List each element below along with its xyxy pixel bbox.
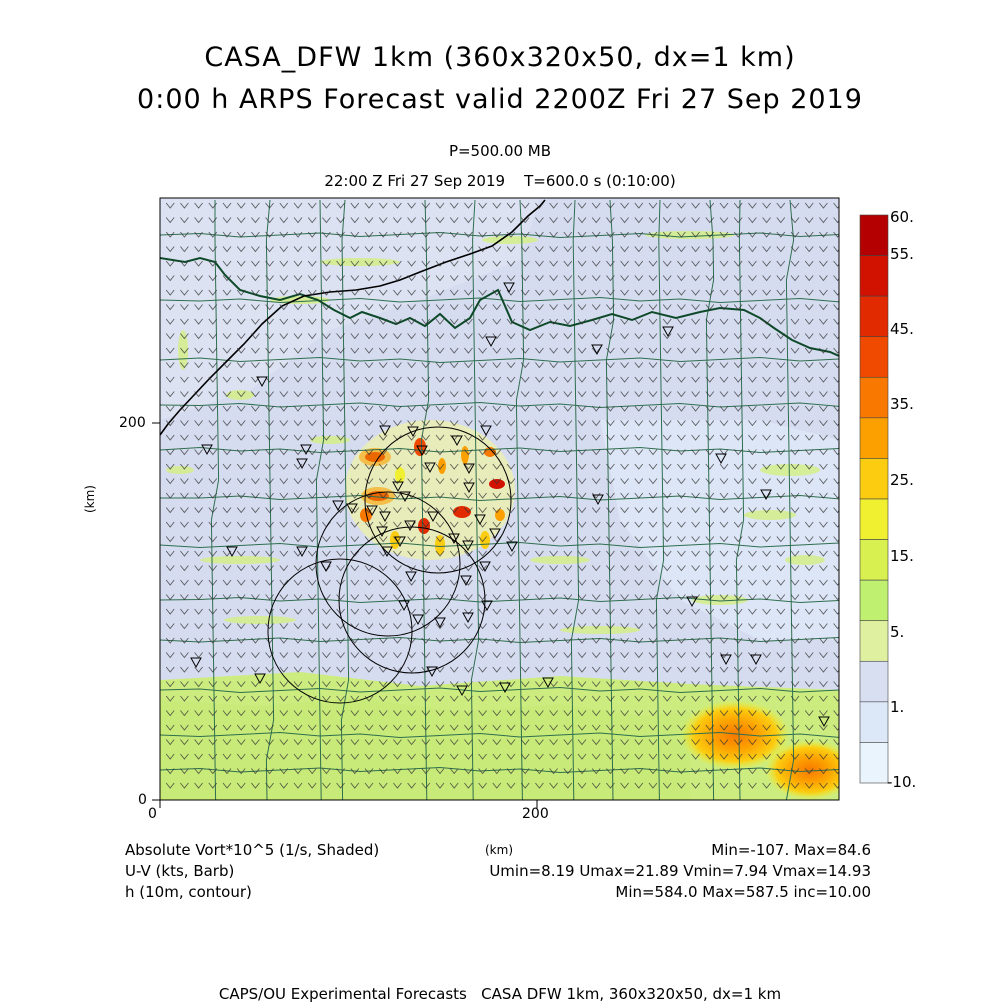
x-tick-0: 0: [148, 806, 157, 822]
colorbar-label-45: 45.: [890, 320, 914, 338]
colorbar-swatch: [860, 499, 888, 540]
y-tick-200: 200: [119, 415, 146, 431]
legend-field-height: h (10m, contour): [125, 883, 252, 901]
y-axis-label: (km): [83, 484, 98, 514]
colorbar-swatch: [860, 742, 888, 783]
colorbar-label-15: 15.: [890, 547, 914, 565]
title-line-2: 0:00 h ARPS Forecast valid 2200Z Fri 27 Sep 2019: [137, 84, 863, 115]
colorbar-swatch: [860, 337, 888, 378]
colorbar-swatch: [860, 458, 888, 499]
plot-area: [152, 198, 855, 800]
colorbar-label-neg10: -10.: [887, 773, 917, 791]
legend-field-wind: U-V (kts, Barb): [125, 862, 235, 880]
colorbar-swatch: [860, 661, 888, 702]
colorbar-swatch: [860, 580, 888, 621]
colorbar-label-25: 25.: [890, 471, 914, 489]
legend-stats-vorticity: Min=-107. Max=84.6: [711, 841, 871, 859]
colorbar-swatch: [860, 702, 888, 743]
colorbar-label-60: 60.: [890, 208, 914, 226]
colorbar-label-55: 55.: [890, 245, 914, 263]
title-line-1: CASA_DFW 1km (360x320x50, dx=1 km): [204, 42, 796, 73]
x-axis-label: (km): [485, 843, 514, 857]
colorbar-swatch: [860, 296, 888, 337]
footer-credit: CAPS/OU Experimental Forecasts CASA DFW 1km, 360x320x50, dx=1 km: [218, 985, 782, 1003]
colorbar-swatch: [860, 256, 888, 297]
colorbar-swatch: [860, 418, 888, 459]
colorbar-label-5: 5.: [890, 623, 905, 641]
colorbar-swatch: [860, 377, 888, 418]
pressure-level: P=500.00 MB: [448, 142, 552, 160]
legend-stats-wind: Umin=8.19 Umax=21.89 Vmin=7.94 Vmax=14.93: [489, 862, 871, 880]
y-tick-0: 0: [138, 792, 147, 808]
colorbar-swatch: [860, 621, 888, 662]
valid-time: 22:00 Z Fri 27 Sep 2019 T=600.0 s (0:10:00): [324, 172, 676, 190]
colorbar-label-35: 35.: [890, 395, 914, 413]
legend-stats-height: Min=584.0 Max=587.5 inc=10.00: [615, 883, 871, 901]
colorbar-swatch: [860, 215, 888, 256]
colorbar-label-1: 1.: [890, 698, 905, 716]
colorbar-swatch: [860, 540, 888, 581]
legend-field-vorticity: Absolute Vort*10^5 (1/s, Shaded): [125, 841, 380, 859]
colorbar: [860, 215, 888, 783]
x-tick-200: 200: [522, 806, 549, 822]
